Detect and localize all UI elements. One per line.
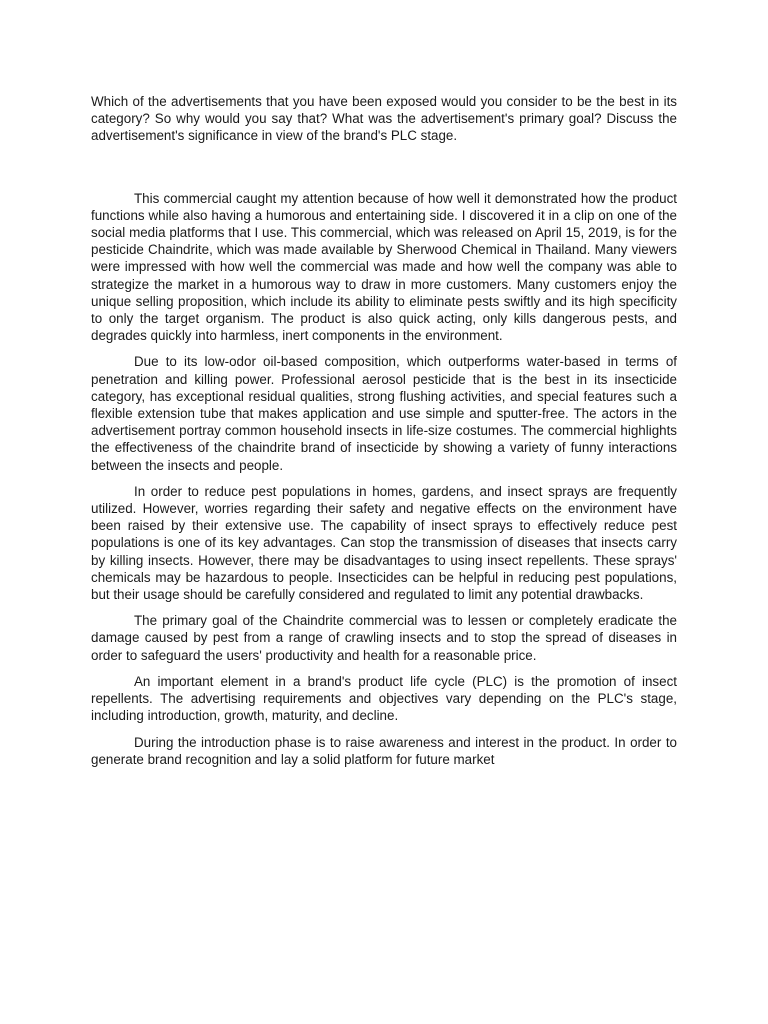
body-paragraph-4: The primary goal of the Chaindrite commercial was to lessen or completely eradicate the damage caused by pest from a range of crawling insects and to stop the spread of diseases in order to safeguard the users' productivity and health for a reasonable price.: [91, 613, 677, 663]
question-paragraph: Which of the advertisements that you have been exposed would you consider to be the best in its category? So why would you say that? What was the advertisement's primary goal? Discuss the advertisement's significance in view of the brand's PLC stage.: [91, 94, 677, 144]
body-paragraph-1: This commercial caught my attention because of how well it demonstrated how the product functions while also having a humorous and entertaining side. I discovered it in a clip on one of the social media platforms that I use. This commercial, which was released on April 15, 2019, is for the pesticide Chaindrite, which was made available by Sherwood Chemical in Thailand. Many viewers were impressed with how well the commercial was made and how well the company was able to strategize the market in a humorous way to draw in more customers. Many customers enjoy the unique selling proposition, which include its ability to eliminate pests swiftly and its high specificity to only the target organism. The product is also quick acting, only kills dangerous pests, and degrades quickly into harmless, inert components in the environment.: [91, 190, 677, 344]
body-paragraph-3: In order to reduce pest populations in homes, gardens, and insect sprays are frequently utilized. However, worries regarding their safety and negative effects on the environment have been raised by their extensive use. The capability of insect sprays to effectively reduce pest populations is one of its key advantages. Can stop the transmission of diseases that insects carry by killing insects. However, there may be disadvantages to using insect repellents. These sprays' chemicals may be hazardous to people. Insecticides can be helpful in reducing pest populations, but their usage should be carefully considered and regulated to limit any potential drawbacks.: [91, 483, 677, 603]
body-paragraph-6: During the introduction phase is to raise awareness and interest in the product. In order to generate brand recognition and lay a solid platform for future market: [91, 734, 677, 767]
body-paragraph-2: Due to its low-odor oil-based composition, which outperforms water-based in terms of penetration and killing power. Professional aerosol pesticide that is the best in its insecticide category, has exceptional residual qualities, strong flushing activities, and special features such a flexible extension tube that makes application and use simple and sputter-free. The actors in the advertisement portray common household insects in life-size costumes. The commercial highlights the effectiveness of the chaindrite brand of insecticide by showing a variety of funny interactions between the insects and people.: [91, 354, 677, 473]
document-body: [91, 93, 677, 777]
body-paragraph-5: An important element in a brand's product life cycle (PLC) is the promotion of insect repellents. The advertising requirements and objectives vary depending on the PLC's stage, including introduction, growth, maturity, and decline.: [91, 673, 677, 724]
